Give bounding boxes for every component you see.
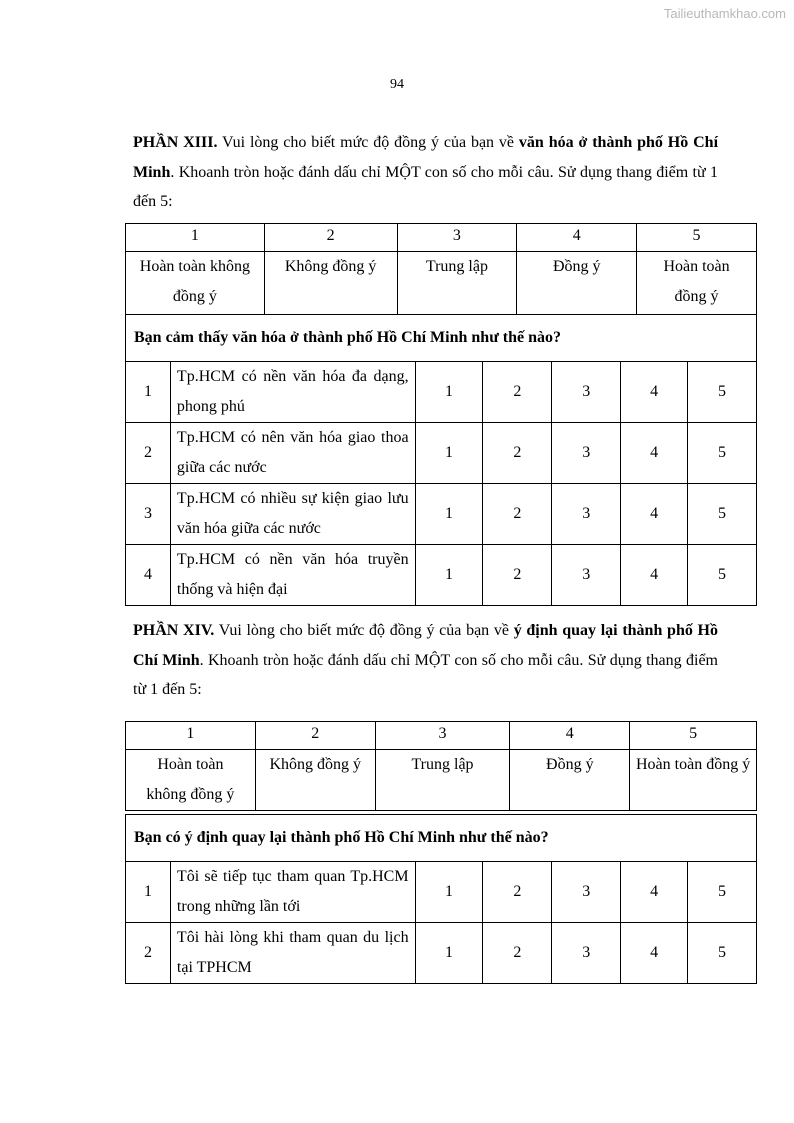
item-statement: Tp.HCM có nên văn hóa giao thoa giữa các nước xyxy=(170,423,415,484)
scale-label: Trung lập xyxy=(397,252,517,315)
option-2[interactable]: 2 xyxy=(483,423,552,484)
section-13-text-a: Vui lòng cho biết mức độ đồng ý của bạn về xyxy=(217,134,519,151)
item-number: 1 xyxy=(126,362,171,423)
option-4[interactable]: 4 xyxy=(621,423,688,484)
option-1[interactable]: 1 xyxy=(415,545,483,606)
option-5[interactable]: 5 xyxy=(688,862,757,923)
item-statement: Tp.HCM có nền văn hóa đa dạng, phong phú xyxy=(170,362,415,423)
option-1[interactable]: 1 xyxy=(415,862,483,923)
scale-label: Đồng ý xyxy=(510,750,630,811)
scale-label: Không đồng ý xyxy=(264,252,397,315)
scale-number: 3 xyxy=(375,722,510,750)
scale-number: 2 xyxy=(264,224,397,252)
option-5[interactable]: 5 xyxy=(688,923,757,984)
item-number: 1 xyxy=(126,862,171,923)
table-row xyxy=(126,923,757,984)
option-3[interactable]: 3 xyxy=(552,545,621,606)
option-1[interactable]: 1 xyxy=(415,362,483,423)
scale-number: 4 xyxy=(517,224,637,252)
option-1[interactable]: 1 xyxy=(415,923,483,984)
option-5[interactable]: 5 xyxy=(688,545,757,606)
section-14-scale-table xyxy=(125,721,757,811)
option-1[interactable]: 1 xyxy=(415,484,483,545)
scale-label: Hoàn toàn đồng ý xyxy=(630,750,757,811)
option-2[interactable]: 2 xyxy=(483,362,552,423)
option-5[interactable]: 5 xyxy=(688,484,757,545)
option-2[interactable]: 2 xyxy=(483,545,552,606)
item-number: 4 xyxy=(126,545,171,606)
scale-number: 3 xyxy=(397,224,517,252)
option-5[interactable]: 5 xyxy=(688,362,757,423)
option-2[interactable]: 2 xyxy=(483,923,552,984)
scale-label: Đồng ý xyxy=(517,252,637,315)
scale-label: Hoàn toàn đồng ý xyxy=(637,252,757,315)
item-statement: Tôi sẽ tiếp tục tham quan Tp.HCM trong những lần tới xyxy=(170,862,415,923)
table-row xyxy=(126,484,757,545)
scale-number: 4 xyxy=(510,722,630,750)
section-14-text-b: . Khoanh tròn hoặc đánh dấu chỉ MỘT con số cho mỗi câu. Sử dụng thang điểm từ 1 đến 5: xyxy=(133,651,718,698)
option-4[interactable]: 4 xyxy=(621,862,688,923)
item-number: 3 xyxy=(126,484,171,545)
section-13-emphasis: văn hóa ở thành phố Hồ Chí Minh xyxy=(133,134,719,181)
option-4[interactable]: 4 xyxy=(621,484,688,545)
item-statement: Tp.HCM có nhiều sự kiện giao lưu văn hóa giữa các nước xyxy=(170,484,415,545)
scale-label: Hoàn toàn không đồng ý xyxy=(126,750,256,811)
table-row xyxy=(126,862,757,923)
scale-number: 1 xyxy=(126,722,256,750)
section-13-scale-table xyxy=(125,223,757,315)
option-3[interactable]: 3 xyxy=(552,862,621,923)
section-13-text-b: . Khoanh tròn hoặc đánh dấu chỉ MỘT con số cho mỗi câu. Sử dụng thang điểm từ 1 đến 5: xyxy=(133,163,718,210)
item-statement: Tp.HCM có nền văn hóa truyền thống và hiện đại xyxy=(170,545,415,606)
table-row xyxy=(126,423,757,484)
scale-number: 1 xyxy=(126,224,265,252)
option-3[interactable]: 3 xyxy=(552,484,621,545)
section-14-label: PHẦN XIV. xyxy=(133,622,215,639)
option-5[interactable]: 5 xyxy=(688,423,757,484)
scale-number: 2 xyxy=(255,722,375,750)
section-13-intro xyxy=(133,128,718,217)
scale-number: 5 xyxy=(630,722,757,750)
option-3[interactable]: 3 xyxy=(552,923,621,984)
table-row xyxy=(126,362,757,423)
scale-label: Trung lập xyxy=(375,750,510,811)
option-3[interactable]: 3 xyxy=(552,362,621,423)
option-4[interactable]: 4 xyxy=(621,545,688,606)
item-number: 2 xyxy=(126,423,171,484)
section-14-text-a: Vui lòng cho biết mức độ đồng ý của bạn về xyxy=(214,622,514,639)
option-3[interactable]: 3 xyxy=(552,423,621,484)
watermark: Tailieuthamkhao.com xyxy=(663,6,786,21)
page-number: 94 xyxy=(390,77,404,92)
section-13-label: PHẦN XIII. xyxy=(133,134,218,151)
section-13-question: Bạn cảm thấy văn hóa ở thành phố Hồ Chí Minh như thế nào? xyxy=(126,315,757,362)
section-14-emphasis: ý định quay lại thành phố Hồ Chí Minh xyxy=(133,622,719,669)
section-13-items-table xyxy=(125,314,757,606)
scale-number: 5 xyxy=(637,224,757,252)
option-4[interactable]: 4 xyxy=(621,362,688,423)
section-14-intro xyxy=(133,616,718,705)
option-2[interactable]: 2 xyxy=(483,484,552,545)
section-14-question: Bạn có ý định quay lại thành phố Hồ Chí Minh như thế nào? xyxy=(126,815,757,862)
scale-label: Hoàn toàn không đồng ý xyxy=(126,252,265,315)
scale-label: Không đồng ý xyxy=(255,750,375,811)
option-4[interactable]: 4 xyxy=(621,923,688,984)
option-1[interactable]: 1 xyxy=(415,423,483,484)
item-number: 2 xyxy=(126,923,171,984)
option-2[interactable]: 2 xyxy=(483,862,552,923)
item-statement: Tôi hài lòng khi tham quan du lịch tại TPHCM xyxy=(170,923,415,984)
section-14-items-table xyxy=(125,814,757,984)
table-row xyxy=(126,545,757,606)
